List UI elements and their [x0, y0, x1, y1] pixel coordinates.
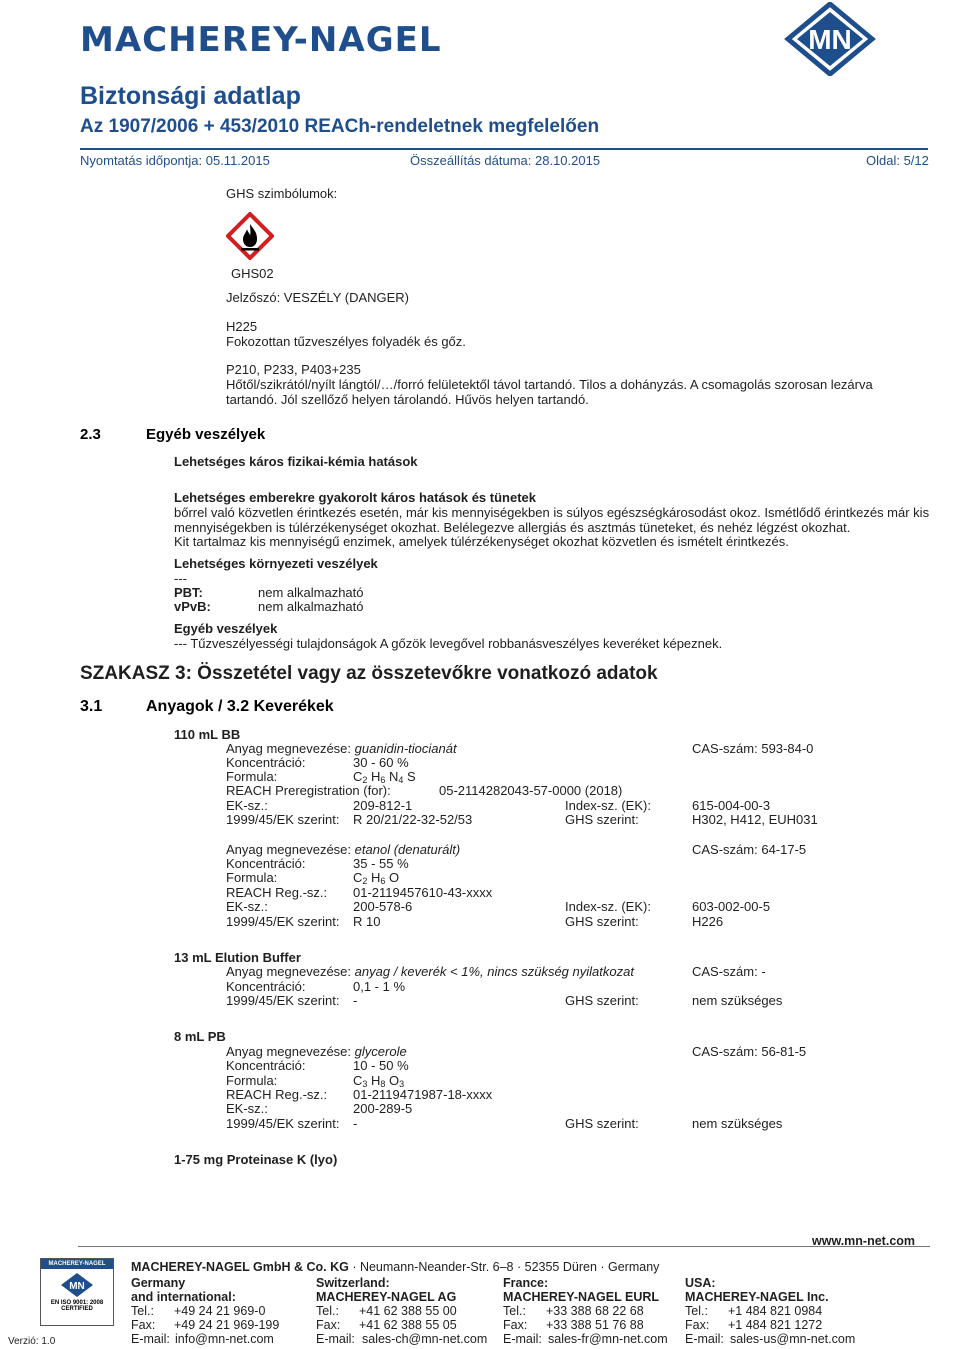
- cas-number: CAS-szám: 64-17-5: [692, 842, 807, 857]
- section-3-1-number: 3.1: [80, 698, 103, 715]
- concentration-label: Koncentráció:: [226, 856, 306, 871]
- version-label: Verzió: 1.0: [8, 1336, 56, 1347]
- env-hazards-dash: ---: [174, 571, 187, 586]
- section-2-3-title: Egyéb veszélyek: [146, 426, 266, 443]
- footer-switzerland-tel: +41 62 388 55 00: [359, 1304, 457, 1318]
- signal-word: Jelzőszó: VESZÉLY (DANGER): [226, 290, 410, 305]
- concentration-label: Koncentráció:: [226, 979, 306, 994]
- footer-switzerland-subheading: MACHEREY-NAGEL AG: [316, 1290, 457, 1304]
- footer-switzerland-fax-label: Fax:: [316, 1318, 341, 1332]
- footer-divider: [78, 1246, 930, 1247]
- reach-prereg-value: 05-2114282043-57-0000 (2018): [439, 783, 623, 798]
- cert-brand: MACHEREY-NAGEL: [41, 1259, 113, 1269]
- reach-reg-value: 01-2119471987-18-xxxx: [353, 1087, 493, 1102]
- footer-usa-heading: USA:: [685, 1276, 716, 1290]
- footer-switzerland-fax: +41 62 388 55 05: [359, 1318, 457, 1332]
- env-hazards-heading: Lehetséges környezeti veszélyek: [174, 556, 378, 571]
- logo-text: MN: [808, 24, 852, 55]
- footer-france-email-label: E-mail:: [503, 1332, 542, 1346]
- footer-switzerland-tel-label: Tel.:: [316, 1304, 339, 1318]
- concentration-value: 0,1 - 1 %: [353, 979, 406, 994]
- footer-usa-fax-label: Fax:: [685, 1318, 710, 1332]
- h-statement-text: Fokozottan tűzveszélyes folyadék és gőz.: [226, 334, 466, 349]
- header-divider: [80, 148, 928, 150]
- footer-france-fax: +33 388 51 76 88: [546, 1318, 644, 1332]
- footer-website[interactable]: www.mn-net.com: [812, 1234, 916, 1248]
- footer-france-fax-label: Fax:: [503, 1318, 528, 1332]
- human-effects-line3: Kit tartalmaz kis mennyiségű enzimek, amelyek túlérzékenységet okozhat közvetlen és ismételt érintkezés.: [174, 534, 789, 549]
- formula-value: $C_3$ $H_8$ $O_3$: [353, 1073, 405, 1089]
- vpvb-label: vPvB:: [174, 599, 211, 614]
- ek-label: EK-sz.:: [226, 798, 268, 813]
- footer-usa-subheading: MACHEREY-NAGEL Inc.: [685, 1290, 829, 1304]
- ek-value: 200-578-6: [353, 899, 413, 914]
- group-heading: 8 mL PB: [174, 1029, 226, 1044]
- substance-name-label: Anyag megnevezése: glycerole: [226, 1044, 407, 1059]
- directive-label: 1999/45/EK szerint:: [226, 993, 340, 1008]
- group-heading: 13 mL Elution Buffer: [174, 950, 301, 965]
- index-value: 603-002-00-5: [692, 899, 771, 914]
- ghs-value: H302, H412, EUH031: [692, 812, 818, 827]
- substance-name: guanidin-tiocianát: [354, 741, 457, 756]
- group-heading: 110 mL BB: [174, 727, 241, 742]
- substance-name-label: Anyag megnevezése: guanidin-tiocianát: [226, 741, 457, 756]
- footer-germany-tel-label: Tel.:: [131, 1304, 154, 1318]
- concentration-value: 35 - 55 %: [353, 856, 409, 871]
- ghs-label: GHS szerint:: [565, 993, 639, 1008]
- footer-germany-subheading: and international:: [131, 1290, 236, 1304]
- footer-germany-fax: +49 24 21 969-199: [174, 1318, 280, 1332]
- human-effects-line1: bőrrel való közvetlen érintkezés esetén, már kis mennyiségekben is súlyos egészségkárosodást okoz. Ismétlődő érintkezés már kis: [174, 505, 930, 520]
- ghs-value: nem szükséges: [692, 1116, 783, 1131]
- directive-label: 1999/45/EK szerint:: [226, 1116, 340, 1131]
- page-number: Oldal: 5/12: [866, 153, 929, 168]
- physchem-heading: Lehetséges káros fizikai-kémia hatások: [174, 454, 418, 469]
- concentration-value: 10 - 50 %: [353, 1058, 409, 1073]
- reach-reg-label: REACH Reg.-sz.:: [226, 885, 328, 900]
- footer-switzerland-email-label: E-mail:: [316, 1332, 355, 1346]
- brand-name: MACHEREY-NAGEL: [80, 20, 442, 60]
- footer-usa-email[interactable]: sales-us@mn-net.com: [730, 1332, 856, 1346]
- ek-label: EK-sz.:: [226, 1101, 268, 1116]
- print-date: Nyomtatás időpontja: 05.11.2015: [80, 153, 270, 168]
- substance-name: anyag / keverék < 1%, nincs szükség nyilatkozat: [354, 964, 634, 979]
- footer-company: MACHEREY-NAGEL GmbH & Co. KG · Neumann-Neander-Str. 6–8 · 52355 Düren · Germany: [131, 1260, 660, 1274]
- p-statement-line2: tartandó. Jól szellőző helyen tárolandó. Hűvös helyen tartandó.: [226, 392, 589, 407]
- ek-value: 200-289-5: [353, 1101, 413, 1116]
- directive-value: R 20/21/22-32-52/53: [353, 812, 473, 827]
- document-title: Biztonsági adatlap: [80, 82, 301, 110]
- directive-value: -: [353, 1116, 358, 1131]
- index-value: 615-004-00-3: [692, 798, 771, 813]
- footer-switzerland-heading: Switzerland:: [316, 1276, 390, 1290]
- substance-name-label: Anyag megnevezése: etanol (denaturált): [226, 842, 461, 857]
- cas-number: CAS-szám: 56-81-5: [692, 1044, 807, 1059]
- other-hazards-text: --- Tűzveszélyességi tulajdonságok A gőzök levegővel robbanásveszélyes keveréket képeznek.: [174, 636, 723, 651]
- directive-label: 1999/45/EK szerint:: [226, 914, 340, 929]
- substance-name-label: Anyag megnevezése: anyag / keverék < 1%, nincs szükség nyilatkozat: [226, 964, 634, 979]
- formula-label: Formula:: [226, 1073, 278, 1088]
- footer-usa-tel-label: Tel.:: [685, 1304, 708, 1318]
- ghs-value: H226: [692, 914, 724, 929]
- footer-germany-tel: +49 24 21 969-0: [174, 1304, 266, 1318]
- footer-germany-heading: Germany: [131, 1276, 186, 1290]
- section-2-3-number: 2.3: [80, 426, 101, 443]
- index-label: Index-sz. (EK):: [565, 798, 651, 813]
- group-heading: 1-75 mg Proteinase K (lyo): [174, 1152, 338, 1167]
- ghs-label: GHS szerint:: [565, 1116, 639, 1131]
- section-3-1-title: Anyagok / 3.2 Keverékek: [146, 698, 334, 715]
- directive-value: -: [353, 993, 358, 1008]
- cert-status: CERTIFIED: [61, 1306, 93, 1312]
- cas-number: CAS-szám: -: [692, 964, 766, 979]
- directive-value: R 10: [353, 914, 381, 929]
- mn-logo: [782, 2, 878, 76]
- p-statement-line1: Hőtől/szikrától/nyílt lángtól/…/forró felületektől távol tartandó. Tilos a dohányzás. A csomagolás szorosan lezárva: [226, 377, 873, 392]
- formula-label: Formula:: [226, 769, 278, 784]
- pbt-label: PBT:: [174, 585, 203, 600]
- ghs-label: GHS szerint:: [565, 914, 639, 929]
- footer-germany-email-label: E-mail:: [131, 1332, 170, 1346]
- concentration-value: 30 - 60 %: [353, 755, 409, 770]
- section-3-title: SZAKASZ 3: Összetétel vagy az összetevőkre vonatkozó adatok: [80, 663, 658, 684]
- human-effects-heading: Lehetséges emberekre gyakorolt káros hatások és tünetek: [174, 490, 536, 505]
- iso-certification-badge: [40, 1258, 114, 1326]
- cert-standard: EN ISO 9001: 2008: [50, 1300, 104, 1306]
- footer-switzerland-email[interactable]: sales-ch@mn-net.com: [362, 1332, 488, 1346]
- flame-pictogram-icon: [226, 212, 274, 260]
- mn-small-logo-icon: [60, 1272, 94, 1298]
- vpvb-value: nem alkalmazható: [258, 599, 364, 614]
- substance-name: etanol (denaturált): [354, 842, 461, 857]
- svg-text:MN: MN: [69, 1281, 85, 1292]
- formula-value: $C_2$ $H_6$ $N_4$ S: [353, 769, 416, 785]
- footer-germany-fax-label: Fax:: [131, 1318, 156, 1332]
- reach-reg-label: REACH Reg.-sz.:: [226, 1087, 328, 1102]
- footer-france-tel: +33 388 68 22 68: [546, 1304, 644, 1318]
- concentration-label: Koncentráció:: [226, 755, 306, 770]
- ghs-value: nem szükséges: [692, 993, 783, 1008]
- directive-label: 1999/45/EK szerint:: [226, 812, 340, 827]
- footer-germany-email[interactable]: info@mn-net.com: [175, 1332, 274, 1346]
- other-hazards-heading: Egyéb veszélyek: [174, 621, 278, 636]
- concentration-label: Koncentráció:: [226, 1058, 306, 1073]
- footer-usa-fax: +1 484 821 1272: [728, 1318, 823, 1332]
- ghs-symbols-label: GHS szimbólumok:: [226, 186, 338, 201]
- ghs-pictogram-code: GHS02: [231, 266, 274, 281]
- ghs-label: GHS szerint:: [565, 812, 639, 827]
- footer-france-email[interactable]: sales-fr@mn-net.com: [548, 1332, 668, 1346]
- reach-reg-value: 01-2119457610-43-xxxx: [353, 885, 493, 900]
- human-effects-line2: mennyiségekben is túlérzékenységet okozhat. Belélegezve allergiás és asztmás tüneteket, és nehéz légzést okozhat.: [174, 520, 851, 535]
- reach-prereg-label: REACH Preregistration (for):: [226, 783, 391, 798]
- index-label: Index-sz. (EK):: [565, 899, 651, 914]
- substance-name: glycerole: [354, 1044, 407, 1059]
- formula-value: $C_2$ $H_6$ O: [353, 870, 400, 886]
- footer-usa-email-label: E-mail:: [685, 1332, 724, 1346]
- footer-france-subheading: MACHEREY-NAGEL EURL: [503, 1290, 660, 1304]
- compile-date: Összeállítás dátuma: 28.10.2015: [410, 153, 601, 168]
- pbt-value: nem alkalmazható: [258, 585, 364, 600]
- footer-france-tel-label: Tel.:: [503, 1304, 526, 1318]
- p-statement-codes: P210, P233, P403+235: [226, 362, 361, 377]
- ek-value: 209-812-1: [353, 798, 413, 813]
- cas-number: CAS-szám: 593-84-0: [692, 741, 814, 756]
- footer-france-heading: France:: [503, 1276, 549, 1290]
- h-statement-code: H225: [226, 319, 258, 334]
- footer-usa-tel: +1 484 821 0984: [728, 1304, 823, 1318]
- document-subtitle: Az 1907/2006 + 453/2010 REACh-rendeletnek megfelelően: [80, 116, 600, 137]
- ek-label: EK-sz.:: [226, 899, 268, 914]
- formula-label: Formula:: [226, 870, 278, 885]
